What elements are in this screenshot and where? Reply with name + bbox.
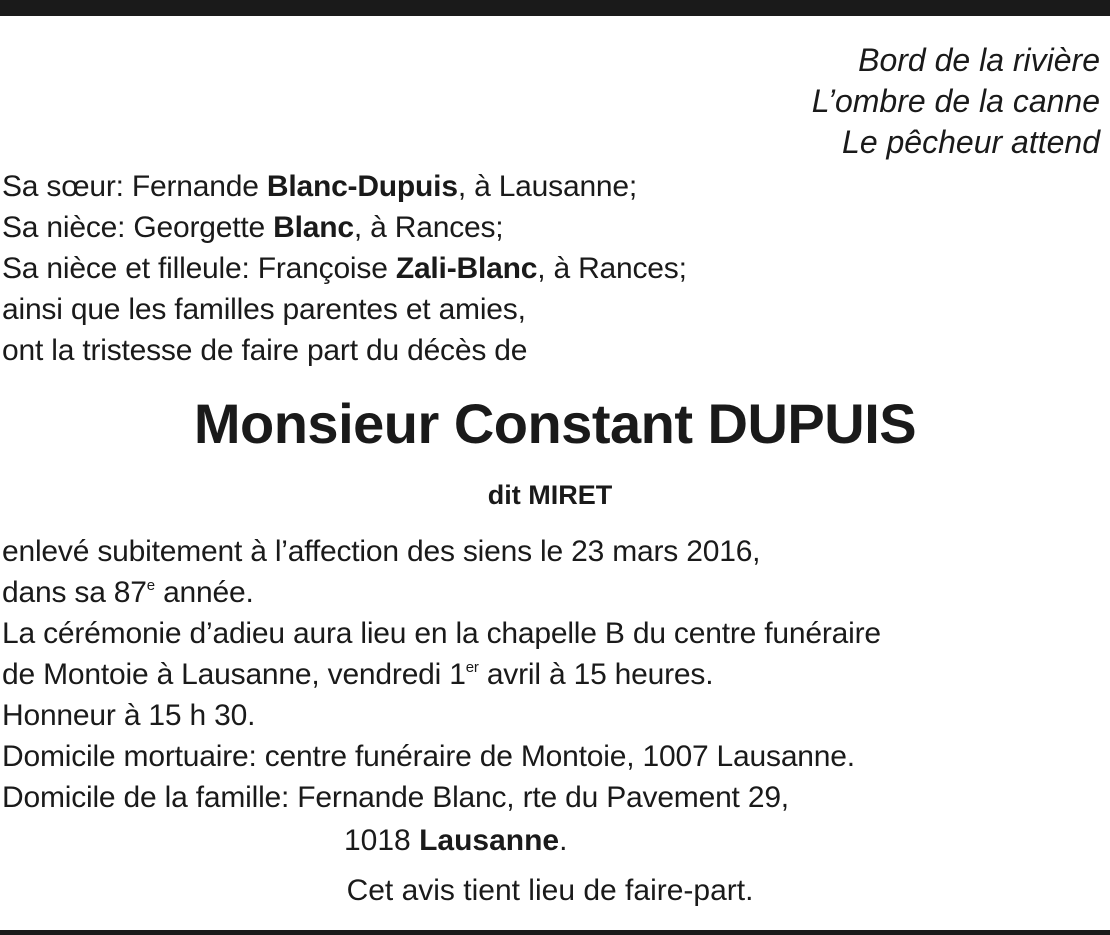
family-line-text: Sa nièce: Georgette xyxy=(2,211,274,244)
ceremony-details xyxy=(2,531,881,818)
city-name: Lausanne xyxy=(419,824,560,857)
details-text: année. xyxy=(154,576,254,609)
poem-line-3: Le pêcheur attend xyxy=(842,124,1100,160)
deceased-alias: dit MIRET xyxy=(487,480,613,510)
poem-line-1: Bord de la rivière xyxy=(858,42,1100,78)
family-line-goddaughter xyxy=(2,248,687,289)
details-line-family-home: Domicile de la famille: Fernande Blanc, rte du Pavement 29, xyxy=(2,781,789,814)
top-border-bar xyxy=(0,0,1110,16)
ordinal-suffix: e xyxy=(146,577,155,594)
poem-line-2: L’ombre de la canne xyxy=(811,83,1100,119)
family-surname: Blanc xyxy=(273,211,354,244)
ordinal-suffix: er xyxy=(465,659,479,676)
family-surname: Zali-Blanc xyxy=(395,252,538,285)
family-line-relatives: ainsi que les familles parentes et amies, xyxy=(2,293,526,326)
details-line-ceremony: La cérémonie d’adieu aura lieu en la chapelle B du centre funéraire xyxy=(2,617,881,650)
family-line-niece xyxy=(2,207,687,248)
family-line-announcement: ont la tristesse de faire part du décès de xyxy=(2,334,528,367)
family-address-city xyxy=(344,820,567,861)
details-line-death: enlevé subitement à l’affection des siens le 23 mars 2016, xyxy=(2,535,761,568)
family-line-text: Sa nièce et filleule: Françoise xyxy=(2,252,396,285)
details-line-mortuary: Domicile mortuaire: centre funéraire de Montoie, 1007 Lausanne. xyxy=(2,740,855,773)
family-line-text: , à Lausanne; xyxy=(457,170,638,203)
address-end: . xyxy=(559,824,568,857)
details-text: de Montoie à Lausanne, vendredi 1 xyxy=(2,658,466,691)
details-line-honour: Honneur à 15 h 30. xyxy=(2,699,256,732)
details-text: avril à 15 heures. xyxy=(478,658,714,691)
family-announcement xyxy=(2,166,687,371)
details-line-date xyxy=(2,654,881,695)
closing-note: Cet avis tient lieu de faire-part. xyxy=(346,874,754,907)
deceased-name: Monsieur Constant DUPUIS xyxy=(193,392,917,455)
family-line-text: , à Rances; xyxy=(537,252,687,285)
bottom-border-rule xyxy=(0,930,1110,935)
postcode: 1018 xyxy=(344,824,420,857)
details-text: dans sa 87 xyxy=(2,576,147,609)
details-line-age xyxy=(2,572,881,613)
family-line-text: Sa sœur: Fernande xyxy=(2,170,267,203)
family-surname: Blanc-Dupuis xyxy=(266,170,458,203)
haiku-poem xyxy=(812,40,1100,163)
family-line-sister xyxy=(2,166,687,207)
family-line-text: , à Rances; xyxy=(353,211,504,244)
